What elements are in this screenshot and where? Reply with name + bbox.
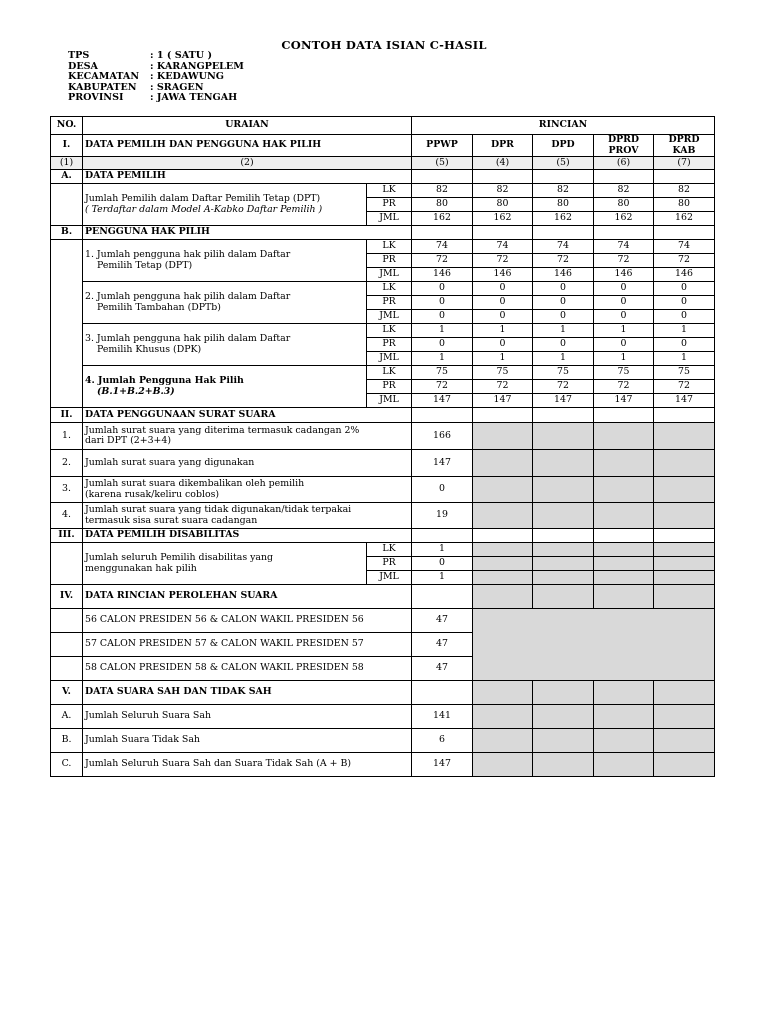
value-cell: 1 — [473, 324, 533, 338]
value-cell: 74 — [654, 240, 715, 254]
value-cell: 147 — [473, 394, 533, 408]
value-cell: 82 — [594, 184, 654, 198]
description-text: Jumlah seluruh Pemilih disabilitas yang — [85, 552, 274, 563]
value-cell: 72 — [594, 254, 654, 268]
b4-description — [83, 366, 367, 408]
value-cell: 0 — [654, 310, 715, 324]
c-hasil-table — [50, 116, 715, 777]
value-cell: 1 — [594, 324, 654, 338]
row-label-lk: LK — [367, 184, 412, 198]
section-number: II. — [51, 408, 83, 423]
value-cell: 162 — [473, 212, 533, 226]
value-cell: 80 — [533, 198, 594, 212]
value-cell: 72 — [412, 254, 473, 268]
ballot-description — [83, 503, 412, 529]
index-cell: (5) — [412, 157, 473, 170]
row-label-jml: JML — [367, 310, 412, 324]
value-cell: 1 — [412, 543, 473, 557]
value-cell: 146 — [473, 268, 533, 282]
location-info — [68, 51, 244, 104]
value-cell: 75 — [594, 366, 654, 380]
row-label-pr: PR — [367, 380, 412, 394]
voter-dpt-description — [83, 184, 367, 226]
ballot-description — [83, 477, 412, 503]
header-rincian: RINCIAN — [412, 117, 715, 135]
description-text: menggunakan hak pilih — [85, 562, 197, 574]
info-value: : KARANGPELEM — [150, 60, 244, 72]
section-number: A. — [51, 170, 83, 184]
value-cell: 47 — [412, 633, 473, 657]
description-text: 1. Jumlah pengguna hak pilih dalam Daftar — [85, 249, 291, 260]
description-text: Pemilih Tambahan (DPTb) — [97, 301, 221, 313]
info-key: DESA — [68, 60, 99, 72]
candidate-description: 56 CALON PRESIDEN 56 & CALON WAKIL PRESIDEN 56 — [83, 609, 412, 633]
value-cell: 1 — [412, 352, 473, 366]
section-number: V. — [51, 681, 83, 705]
value-cell: 162 — [594, 212, 654, 226]
info-value: : 1 ( SATU ) — [150, 50, 213, 61]
value-cell: 0 — [412, 296, 473, 310]
row-label-lk: LK — [367, 240, 412, 254]
info-key: KABUPATEN — [68, 81, 137, 93]
value-cell: 6 — [412, 729, 473, 753]
value-cell: 75 — [654, 366, 715, 380]
row-number: 3. — [51, 477, 83, 503]
value-cell: 0 — [594, 296, 654, 310]
candidate-description: 57 CALON PRESIDEN 57 & CALON WAKIL PRESIDEN 57 — [83, 633, 412, 657]
value-cell: 72 — [412, 380, 473, 394]
value-cell: 0 — [473, 338, 533, 352]
value-cell: 162 — [412, 212, 473, 226]
description-text: dari DPT (2+3+4) — [85, 435, 172, 446]
b3-description — [83, 324, 367, 366]
index-cell: (5) — [533, 157, 594, 170]
b2-description — [83, 282, 367, 324]
value-cell: 147 — [533, 394, 594, 408]
value-cell: 147 — [412, 394, 473, 408]
value-cell: 166 — [412, 423, 473, 450]
description-text: Jumlah Pemilih dalam Daftar Pemilih Tetap (DPT) — [85, 193, 321, 204]
info-key: TPS — [68, 50, 90, 61]
row-label-pr: PR — [367, 296, 412, 310]
value-cell: 0 — [533, 282, 594, 296]
description-text: Jumlah surat suara dikembalikan oleh pemilih — [85, 478, 305, 489]
index-cell: (4) — [473, 157, 533, 170]
value-cell: 74 — [594, 240, 654, 254]
value-cell: 0 — [412, 310, 473, 324]
value-cell: 72 — [654, 254, 715, 268]
value-cell: 147 — [654, 394, 715, 408]
value-cell: 146 — [412, 268, 473, 282]
value-cell: 74 — [533, 240, 594, 254]
value-cell: 82 — [533, 184, 594, 198]
header-dpd: DPD — [533, 135, 594, 157]
value-cell: 0 — [412, 477, 473, 503]
value-cell: 72 — [473, 254, 533, 268]
value-cell: 0 — [533, 338, 594, 352]
section-title: DATA RINCIAN PEROLEHAN SUARA — [83, 585, 412, 609]
value-cell: 1 — [533, 324, 594, 338]
value-cell: 1 — [594, 352, 654, 366]
header-dprd-prov-line1: DPRD — [607, 134, 640, 145]
row-label-jml: JML — [367, 352, 412, 366]
value-cell: 72 — [594, 380, 654, 394]
value-cell: 74 — [473, 240, 533, 254]
header-ppwp: PPWP — [412, 135, 473, 157]
index-cell: (1) — [51, 157, 83, 170]
header-uraian: URAIAN — [83, 117, 412, 135]
row-label-jml: JML — [367, 571, 412, 585]
header-dprd-prov-line2: PROV — [608, 144, 639, 156]
description-text: (karena rusak/keliru coblos) — [85, 488, 220, 500]
candidate-description: 58 CALON PRESIDEN 58 & CALON WAKIL PRESIDEN 58 — [83, 657, 412, 681]
value-cell: 1 — [412, 324, 473, 338]
value-cell: 0 — [473, 282, 533, 296]
header-dprd-prov — [594, 135, 654, 157]
value-cell: 1 — [533, 352, 594, 366]
row-number: A. — [51, 705, 83, 729]
description-text: 3. Jumlah pengguna hak pilih dalam Daftar — [85, 333, 291, 344]
header-dprd-kab — [654, 135, 715, 157]
value-cell: 147 — [594, 394, 654, 408]
value-cell: 0 — [533, 296, 594, 310]
value-cell: 72 — [473, 380, 533, 394]
section-title: DATA PEMILIH DAN PENGGUNA HAK PILIH — [83, 135, 412, 157]
row-label-lk: LK — [367, 366, 412, 380]
row-number: 4. — [51, 503, 83, 529]
value-cell: 72 — [654, 380, 715, 394]
section-number: IV. — [51, 585, 83, 609]
section-title: PENGGUNA HAK PILIH — [83, 226, 412, 240]
value-cell: 80 — [594, 198, 654, 212]
info-value: : SRAGEN — [150, 81, 204, 93]
description-note: ( Terdaftar dalam Model A-Kabko Daftar Pemilih ) — [85, 203, 323, 215]
row-number: B. — [51, 729, 83, 753]
value-cell: 82 — [654, 184, 715, 198]
b1-description — [83, 240, 367, 282]
section-number: I. — [51, 135, 83, 157]
value-cell: 82 — [473, 184, 533, 198]
value-cell: 0 — [412, 282, 473, 296]
value-cell: 146 — [533, 268, 594, 282]
vote-description: Jumlah Seluruh Suara Sah dan Suara Tidak Sah (A + B) — [83, 753, 412, 777]
value-cell: 147 — [412, 753, 473, 777]
info-value: : JAWA TENGAH — [150, 92, 238, 104]
value-cell: 147 — [412, 450, 473, 477]
row-label-pr: PR — [367, 557, 412, 571]
value-cell: 72 — [533, 380, 594, 394]
value-cell: 141 — [412, 705, 473, 729]
value-cell: 0 — [594, 338, 654, 352]
index-cell: (7) — [654, 157, 715, 170]
description-text: 4. Jumlah Pengguna Hak Pilih — [85, 375, 244, 386]
value-cell: 72 — [533, 254, 594, 268]
row-number: C. — [51, 753, 83, 777]
row-label-jml: JML — [367, 394, 412, 408]
header-dprd-kab-line1: DPRD — [668, 134, 700, 145]
value-cell: 82 — [412, 184, 473, 198]
section-title: DATA PEMILIH — [83, 170, 412, 184]
description-text: termasuk sisa surat suara cadangan — [85, 514, 258, 526]
value-cell: 75 — [412, 366, 473, 380]
row-label-pr: PR — [367, 198, 412, 212]
value-cell: 1 — [654, 324, 715, 338]
value-cell: 1 — [654, 352, 715, 366]
value-cell: 0 — [473, 310, 533, 324]
index-cell: (2) — [83, 157, 412, 170]
info-key: KECAMATAN — [68, 71, 140, 83]
row-label-pr: PR — [367, 338, 412, 352]
info-key: PROVINSI — [68, 92, 124, 104]
description-text: Jumlah surat suara yang diterima termasuk cadangan 2% — [85, 424, 360, 436]
description-text: Jumlah surat suara yang digunakan — [85, 456, 255, 468]
value-cell: 0 — [654, 296, 715, 310]
row-number: 1. — [51, 423, 83, 450]
value-cell: 0 — [654, 338, 715, 352]
row-label-jml: JML — [367, 268, 412, 282]
row-label-lk: LK — [367, 543, 412, 557]
row-label-pr: PR — [367, 254, 412, 268]
value-cell: 0 — [594, 282, 654, 296]
info-value: : KEDAWUNG — [150, 71, 224, 83]
disability-description — [83, 543, 367, 585]
section-number: B. — [51, 226, 83, 240]
value-cell: 1 — [473, 352, 533, 366]
description-text: 2. Jumlah pengguna hak pilih dalam Daftar — [85, 291, 291, 302]
value-cell: 146 — [654, 268, 715, 282]
section-title: DATA SUARA SAH DAN TIDAK SAH — [83, 681, 412, 705]
value-cell: 0 — [594, 310, 654, 324]
vote-description: Jumlah Suara Tidak Sah — [83, 729, 412, 753]
ballot-description — [83, 423, 412, 450]
ballot-description — [83, 450, 412, 477]
value-cell: 75 — [533, 366, 594, 380]
value-cell: 75 — [473, 366, 533, 380]
value-cell: 1 — [412, 571, 473, 585]
index-cell: (6) — [594, 157, 654, 170]
row-label-jml: JML — [367, 212, 412, 226]
description-text: Pemilih Khusus (DPK) — [97, 343, 202, 355]
document-title: CONTOH DATA ISIAN C-HASIL — [281, 38, 487, 52]
value-cell: 146 — [594, 268, 654, 282]
value-cell: 74 — [412, 240, 473, 254]
header-dpr: DPR — [473, 135, 533, 157]
value-cell: 80 — [412, 198, 473, 212]
description-text: (B.1+B.2+B.3) — [97, 385, 175, 397]
value-cell: 0 — [412, 557, 473, 571]
value-cell: 80 — [654, 198, 715, 212]
header-dprd-kab-line2: KAB — [672, 144, 696, 156]
value-cell: 47 — [412, 657, 473, 681]
row-label-lk: LK — [367, 282, 412, 296]
description-text: Jumlah surat suara yang tidak digunakan/tidak terpakai — [85, 504, 352, 515]
value-cell: 0 — [533, 310, 594, 324]
section-number: III. — [51, 529, 83, 543]
row-number: 2. — [51, 450, 83, 477]
value-cell: 80 — [473, 198, 533, 212]
value-cell: 162 — [533, 212, 594, 226]
section-title: DATA PEMILIH DISABILITAS — [83, 529, 412, 543]
section-title: DATA PENGGUNAAN SURAT SUARA — [83, 408, 412, 423]
value-cell: 0 — [654, 282, 715, 296]
description-text: Pemilih Tetap (DPT) — [97, 259, 193, 271]
value-cell: 47 — [412, 609, 473, 633]
header-no: NO. — [51, 117, 83, 135]
value-cell: 162 — [654, 212, 715, 226]
value-cell: 0 — [473, 296, 533, 310]
value-cell: 19 — [412, 503, 473, 529]
value-cell: 0 — [412, 338, 473, 352]
row-label-lk: LK — [367, 324, 412, 338]
vote-description: Jumlah Seluruh Suara Sah — [83, 705, 412, 729]
